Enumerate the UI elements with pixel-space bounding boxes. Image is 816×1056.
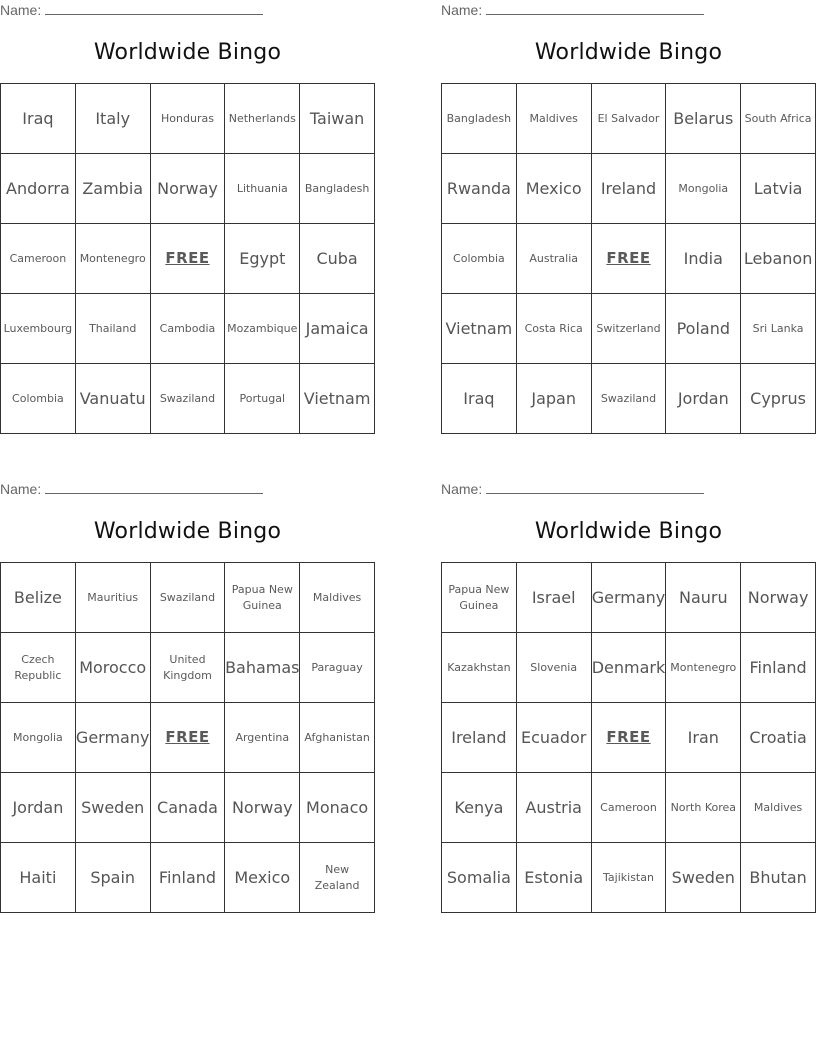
bingo-cell[interactable] — [1, 563, 76, 633]
bingo-cell[interactable] — [592, 154, 667, 224]
name-label: Name: — [0, 2, 42, 18]
bingo-cell[interactable] — [741, 563, 816, 633]
bingo-cell-label: Vietnam — [445, 318, 513, 338]
name-blank-line[interactable] — [486, 483, 704, 494]
bingo-cell[interactable] — [1, 843, 76, 913]
bingo-cell[interactable] — [300, 84, 375, 154]
bingo-cell-label: Montenegro — [670, 660, 737, 674]
bingo-cell-label: Haiti — [19, 867, 57, 887]
bingo-cell-label: Australia — [529, 251, 579, 265]
bingo-cell-label: Tajikistan — [603, 870, 654, 884]
bingo-cell-label: North Korea — [670, 800, 737, 814]
bingo-cell[interactable] — [76, 633, 151, 703]
bingo-cell[interactable] — [1, 773, 76, 843]
bingo-cell-label: Luxembourg — [3, 321, 73, 335]
bingo-cell-label: Nauru — [678, 587, 728, 607]
bingo-cell-label: Norway — [231, 797, 293, 817]
bingo-cell[interactable] — [592, 364, 667, 434]
bingo-cell-label: Denmark — [591, 657, 666, 677]
bingo-cell-label: Belize — [13, 587, 62, 607]
bingo-cell-label: Belarus — [673, 108, 734, 128]
bingo-cell-label: Estonia — [524, 867, 584, 887]
bingo-cell[interactable] — [741, 773, 816, 843]
bingo-cell-label: Kazakhstan — [447, 660, 511, 674]
bingo-cell[interactable] — [666, 84, 741, 154]
bingo-cell[interactable] — [300, 843, 375, 913]
bingo-cell-label: Poland — [676, 318, 730, 338]
bingo-cell-label: Slovenia — [530, 660, 578, 674]
bingo-cell[interactable] — [300, 154, 375, 224]
bingo-cell[interactable] — [1, 224, 76, 294]
bingo-cell[interactable] — [442, 843, 517, 913]
bingo-cell-label: Mongolia — [13, 730, 63, 744]
bingo-cell[interactable] — [592, 633, 667, 703]
bingo-cell[interactable] — [1, 294, 76, 364]
bingo-cell[interactable] — [517, 773, 592, 843]
bingo-cell-label: Egypt — [239, 248, 286, 268]
bingo-cell[interactable] — [76, 224, 151, 294]
bingo-cell[interactable] — [300, 364, 375, 434]
name-label: Name: — [441, 481, 483, 497]
bingo-cell-label: Paraguay — [311, 660, 363, 674]
name-field — [441, 481, 704, 497]
bingo-cell[interactable] — [151, 154, 226, 224]
bingo-cell[interactable] — [741, 633, 816, 703]
bingo-cell[interactable] — [741, 294, 816, 364]
bingo-cell[interactable] — [666, 294, 741, 364]
bingo-cell-label: Croatia — [749, 727, 807, 747]
bingo-cell-label: Japan — [531, 388, 576, 408]
bingo-cell-label: Vanuatu — [79, 388, 146, 408]
bingo-grid — [441, 562, 816, 913]
free-space[interactable] — [151, 703, 226, 773]
bingo-cell[interactable] — [442, 224, 517, 294]
bingo-cell-label: Latvia — [753, 178, 803, 198]
bingo-cell-label: Rwanda — [446, 178, 511, 198]
bingo-cell[interactable] — [517, 633, 592, 703]
bingo-cell[interactable] — [151, 843, 226, 913]
bingo-cell[interactable] — [517, 224, 592, 294]
bingo-cell[interactable] — [300, 633, 375, 703]
bingo-cell[interactable] — [442, 154, 517, 224]
bingo-cell-label: Cameroon — [9, 251, 67, 265]
bingo-cell[interactable] — [517, 84, 592, 154]
bingo-cell-label: Portugal — [239, 391, 286, 405]
bingo-cell-label: Swaziland — [159, 590, 216, 604]
bingo-cell-label: Cameroon — [600, 800, 657, 814]
bingo-cell-label: Ireland — [451, 727, 507, 747]
bingo-cell[interactable] — [741, 703, 816, 773]
free-space[interactable] — [592, 703, 667, 773]
bingo-cell-label: Ireland — [600, 178, 657, 198]
bingo-cell[interactable] — [76, 364, 151, 434]
bingo-cell-label: Bangladesh — [446, 111, 512, 125]
bingo-cell-label: Netherlands — [228, 111, 296, 125]
bingo-cell[interactable] — [300, 773, 375, 843]
bingo-cell-label: Vietnam — [303, 388, 371, 408]
bingo-cell[interactable] — [592, 84, 667, 154]
bingo-cell[interactable] — [517, 364, 592, 434]
bingo-cell-label: Iraq — [463, 388, 495, 408]
card-title: Worldwide Bingo — [93, 40, 282, 65]
bingo-cell-label: Mauritius — [87, 590, 139, 604]
bingo-cell-label: Czech Republic — [14, 652, 62, 682]
bingo-cell-label: Colombia — [12, 391, 64, 405]
bingo-cell-label: Jordan — [677, 388, 729, 408]
bingo-cell[interactable] — [76, 843, 151, 913]
bingo-cell[interactable] — [666, 703, 741, 773]
name-label: Name: — [0, 481, 42, 497]
bingo-cell-label: Sweden — [671, 867, 735, 887]
card-title: Worldwide Bingo — [93, 519, 282, 544]
bingo-cell[interactable] — [666, 154, 741, 224]
bingo-cell[interactable] — [666, 843, 741, 913]
bingo-cell-label: Bangladesh — [304, 181, 370, 195]
bingo-cell[interactable] — [741, 843, 816, 913]
name-blank-line[interactable] — [45, 4, 263, 15]
card-title: Worldwide Bingo — [534, 519, 723, 544]
bingo-cell-label: Italy — [95, 108, 131, 128]
bingo-cell-label: Cuba — [316, 248, 358, 268]
bingo-cell-label: Maldives — [529, 111, 578, 125]
bingo-cell-label: Thailand — [89, 321, 137, 335]
bingo-cell[interactable] — [151, 364, 226, 434]
bingo-cell[interactable] — [225, 364, 300, 434]
bingo-cell[interactable] — [741, 154, 816, 224]
bingo-cell-label: Norway — [747, 587, 809, 607]
bingo-cell[interactable] — [442, 364, 517, 434]
bingo-cell[interactable] — [517, 294, 592, 364]
bingo-cell[interactable] — [592, 563, 667, 633]
bingo-cell-label: Finland — [158, 867, 217, 887]
bingo-cell-label: FREE — [606, 727, 651, 746]
bingo-cell-label: Mongolia — [678, 181, 729, 195]
bingo-grid — [0, 83, 375, 434]
bingo-cell[interactable] — [151, 294, 226, 364]
bingo-cell[interactable] — [442, 84, 517, 154]
bingo-cell[interactable] — [151, 84, 226, 154]
bingo-cell[interactable] — [1, 703, 76, 773]
bingo-cell[interactable] — [76, 84, 151, 154]
bingo-cell-label: Honduras — [161, 111, 214, 125]
bingo-cell-label: Switzerland — [596, 321, 661, 335]
bingo-cell-label: Jordan — [12, 797, 64, 817]
bingo-cell-label: Canada — [157, 797, 218, 817]
bingo-cell[interactable] — [666, 563, 741, 633]
name-field — [441, 2, 704, 18]
bingo-cell-label: Sri Lanka — [752, 321, 804, 335]
bingo-cell[interactable] — [442, 633, 517, 703]
bingo-cell-label: Andorra — [6, 178, 70, 198]
bingo-cell-label: Iraq — [22, 108, 54, 128]
bingo-cell[interactable] — [666, 633, 741, 703]
name-blank-line[interactable] — [486, 4, 704, 15]
bingo-cell-label: Swaziland — [159, 391, 216, 405]
bingo-cell-label: Israel — [531, 587, 576, 607]
bingo-cell[interactable] — [592, 773, 667, 843]
bingo-cell-label: FREE — [606, 248, 651, 267]
bingo-cell[interactable] — [442, 773, 517, 843]
bingo-cell-label: Costa Rica — [524, 321, 583, 335]
bingo-cell-label: Germany — [591, 587, 666, 607]
bingo-cell[interactable] — [741, 224, 816, 294]
bingo-cell-label: Ecuador — [521, 727, 587, 747]
bingo-cell[interactable] — [225, 703, 300, 773]
bingo-cell-label: Somalia — [446, 867, 511, 887]
bingo-cell-label: Jamaica — [305, 318, 369, 338]
bingo-cell[interactable] — [225, 224, 300, 294]
bingo-cell-label: Mozambique — [227, 321, 298, 335]
bingo-cell[interactable] — [300, 563, 375, 633]
bingo-cell-label: Germany — [75, 727, 150, 747]
bingo-cell-label: South Africa — [744, 111, 812, 125]
bingo-cell-label: FREE — [165, 727, 210, 746]
bingo-cell-label: Taiwan — [309, 108, 365, 128]
bingo-cell[interactable] — [1, 154, 76, 224]
bingo-cell-label: Cyprus — [750, 388, 807, 408]
bingo-cell-label: India — [683, 248, 723, 268]
bingo-cell-label: Austria — [525, 797, 582, 817]
bingo-cell-label: Mexico — [234, 867, 291, 887]
bingo-cell-label: Mexico — [525, 178, 582, 198]
bingo-cell[interactable] — [442, 703, 517, 773]
bingo-cell-label: Morocco — [79, 657, 147, 677]
bingo-cell-label: Argentina — [235, 730, 290, 744]
bingo-cell[interactable] — [76, 563, 151, 633]
bingo-cell[interactable] — [1, 633, 76, 703]
bingo-cell[interactable] — [76, 703, 151, 773]
bingo-cell[interactable] — [442, 563, 517, 633]
name-field — [0, 2, 263, 18]
bingo-cell[interactable] — [225, 84, 300, 154]
bingo-cell-label: Iran — [687, 727, 719, 747]
free-space[interactable] — [592, 224, 667, 294]
bingo-cell-label: Afghanistan — [304, 730, 370, 744]
bingo-cell[interactable] — [225, 563, 300, 633]
bingo-cell[interactable] — [225, 633, 300, 703]
bingo-cell[interactable] — [741, 364, 816, 434]
bingo-cell-label: Maldives — [753, 800, 803, 814]
bingo-cell[interactable] — [300, 224, 375, 294]
bingo-cell[interactable] — [517, 843, 592, 913]
bingo-cell-label: Bahamas — [225, 657, 300, 677]
bingo-cell-label: Maldives — [312, 590, 362, 604]
bingo-cell[interactable] — [442, 294, 517, 364]
bingo-grid — [0, 562, 375, 913]
bingo-cell-label: Bhutan — [749, 867, 807, 887]
bingo-cell[interactable] — [300, 294, 375, 364]
bingo-cell-label: Papua New Guinea — [231, 582, 293, 612]
bingo-cell[interactable] — [666, 224, 741, 294]
bingo-cell-label: Kenya — [454, 797, 504, 817]
bingo-cell-label: Sweden — [81, 797, 145, 817]
bingo-cell[interactable] — [300, 703, 375, 773]
name-label: Name: — [441, 2, 483, 18]
bingo-cell[interactable] — [151, 563, 226, 633]
bingo-cell-label: Colombia — [453, 251, 505, 265]
free-space[interactable] — [151, 224, 226, 294]
bingo-cell-label: Finland — [749, 657, 807, 677]
bingo-cell[interactable] — [151, 773, 226, 843]
bingo-cell[interactable] — [76, 294, 151, 364]
name-blank-line[interactable] — [45, 483, 263, 494]
bingo-cell-label: Cambodia — [159, 321, 216, 335]
bingo-cell[interactable] — [592, 294, 667, 364]
bingo-cell-label: Norway — [157, 178, 218, 198]
bingo-cell-label: Lithuania — [236, 181, 288, 195]
bingo-cell[interactable] — [76, 154, 151, 224]
bingo-cell[interactable] — [1, 364, 76, 434]
bingo-cell[interactable] — [517, 563, 592, 633]
bingo-cell[interactable] — [1, 84, 76, 154]
bingo-cell[interactable] — [151, 633, 226, 703]
bingo-cell[interactable] — [741, 84, 816, 154]
bingo-cell-label: Spain — [90, 867, 136, 887]
bingo-cell-label: United Kingdom — [163, 652, 212, 682]
bingo-cell[interactable] — [225, 154, 300, 224]
bingo-grid — [441, 83, 816, 434]
bingo-cell-label: Lebanon — [743, 248, 813, 268]
bingo-cell[interactable] — [225, 773, 300, 843]
bingo-cell[interactable] — [666, 773, 741, 843]
bingo-cell-label: El Salvador — [597, 111, 660, 125]
bingo-cell-label: Zambia — [82, 178, 144, 198]
bingo-cell-label: Montenegro — [79, 251, 146, 265]
bingo-cell[interactable] — [76, 773, 151, 843]
card-title: Worldwide Bingo — [534, 40, 723, 65]
bingo-cell-label: FREE — [165, 248, 210, 267]
bingo-cell[interactable] — [517, 703, 592, 773]
bingo-cell[interactable] — [517, 154, 592, 224]
bingo-cell-label: Monaco — [306, 797, 369, 817]
bingo-cell[interactable] — [225, 294, 300, 364]
bingo-cell[interactable] — [225, 843, 300, 913]
bingo-cell-label: New Zealand — [314, 862, 360, 892]
name-field — [0, 481, 263, 497]
bingo-cell[interactable] — [666, 364, 741, 434]
bingo-cell[interactable] — [592, 843, 667, 913]
bingo-cell-label: Swaziland — [600, 391, 657, 405]
bingo-cell-label: Papua New Guinea — [448, 582, 510, 612]
